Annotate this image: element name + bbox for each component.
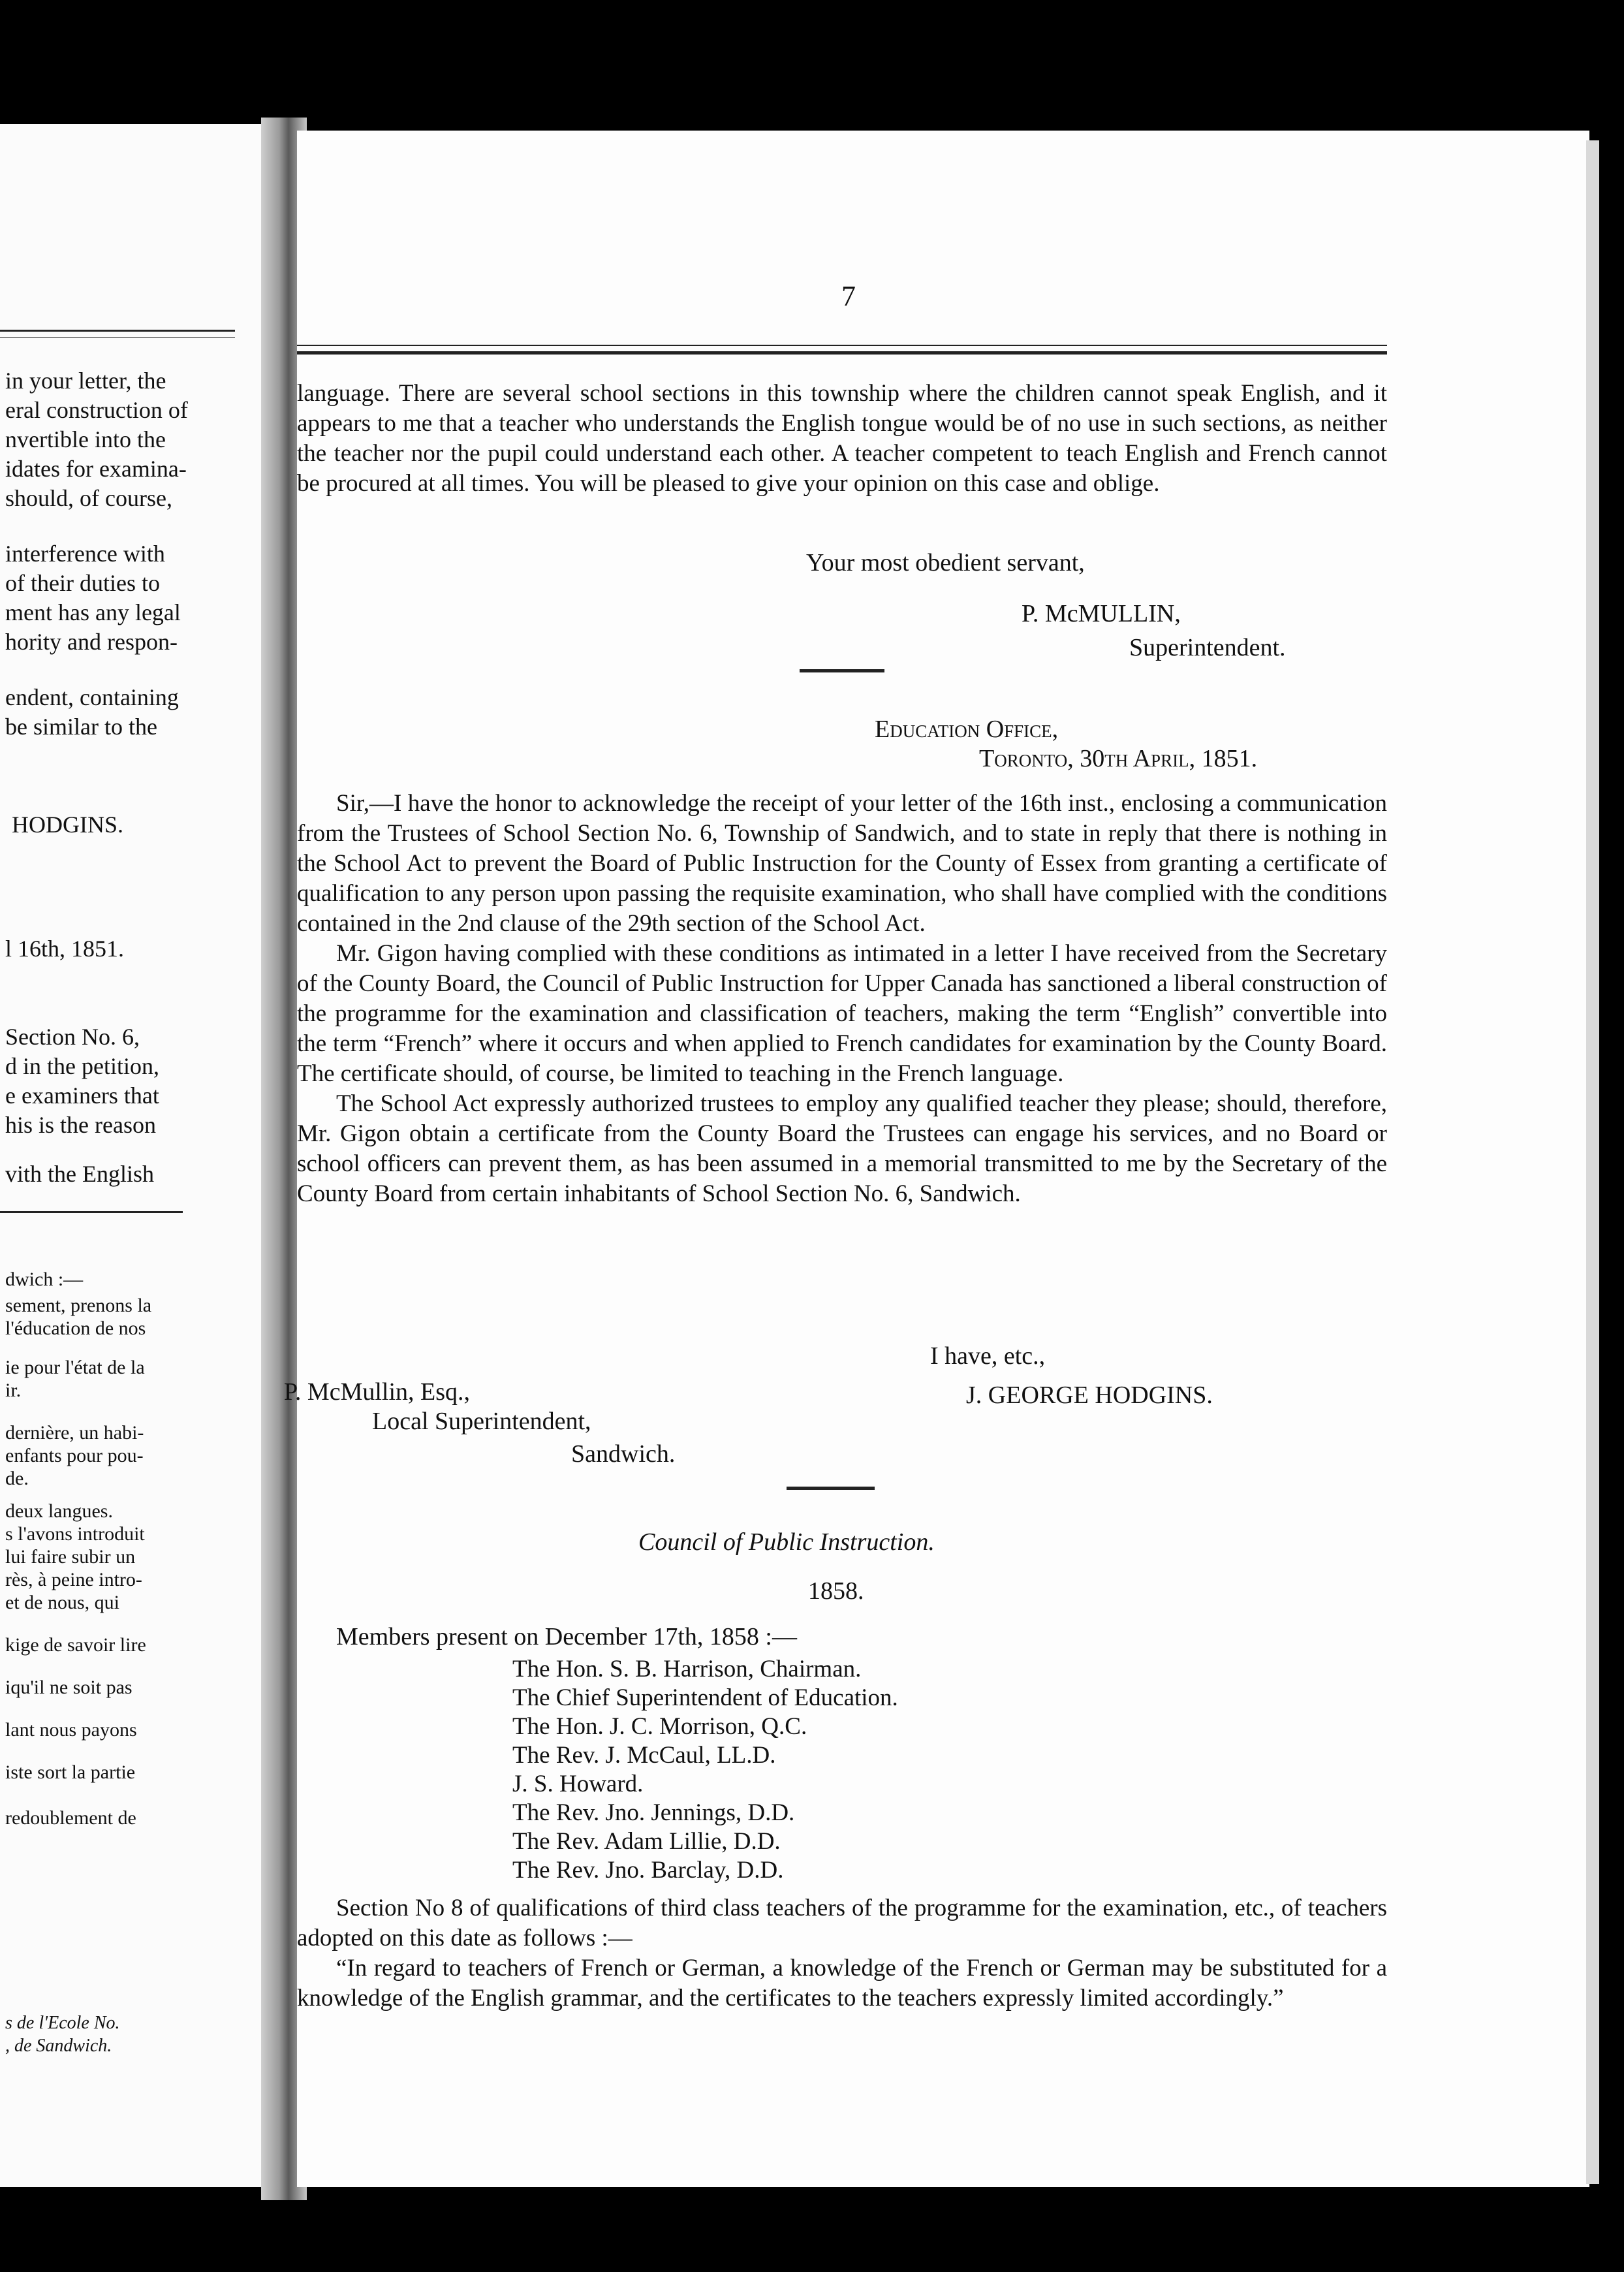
page-number: 7 [841,280,856,312]
left-text-line: interference with [5,541,165,567]
reply-paragraph-2: Mr. Gigon having complied with these conditions as intimated in a letter I have received from the Secretary of the County Board, the Council of Public Instruction for Upper Canada has sanctioned a liberal construction of the programme for the examination and classification of teachers, making the term “English” convertible into the term “French” where it occurs and when applied to French candidates for examination by the County Board. The certificate should, of course, be limited to teaching in the French language. [297,940,1387,1087]
left-text-line: hority and respon- [5,629,178,655]
left-french-line: kige de savoir lire [5,1634,146,1656]
member-item: The Rev. J. McCaul, LL.D. [512,1742,776,1769]
member-item: The Rev. Jno. Jennings, D.D. [512,1799,795,1826]
left-italic-line: s de l'Ecole No. [5,2013,120,2033]
left-text-line: should, of course, [5,485,172,511]
member-item: J. S. Howard. [512,1771,644,1797]
left-french-line: sement, prenons la [5,1295,152,1316]
member-item: The Hon. S. B. Harrison, Chairman. [512,1656,862,1682]
reply-place-date-text: Toronto, 30th April, 1851. [979,745,1258,772]
left-header-rule-2 [0,337,235,338]
left-french-line: l'éducation de nos [5,1317,146,1339]
reply-paragraph-3: The School Act expressly authorized trustees to employ any qualified teacher they please; should, therefore, Mr. Gigon obtain a certificate from the County Board the Trustees can engage his services, and no Board or school officers can prevent them, as has been assumed in a memorial transmitted to me by the Secretary of the County Board from certain inhabitants of School Section No. 6, Sandwich. [297,1090,1387,1207]
left-page-fragment [0,124,268,2187]
left-french-line: ie pour l'état de la [5,1357,145,1378]
council-body [297,1893,1387,2013]
member-item: The Hon. J. C. Morrison, Q.C. [512,1713,807,1740]
left-french-line: deux langues. [5,1500,113,1522]
left-text-line: Section No. 6, [5,1024,140,1050]
left-french-line: s l'avons introduit [5,1523,145,1545]
reply-office: Education Office, [875,716,1059,743]
reply-signer: J. GEORGE HODGINS. [966,1381,1213,1409]
member-item: The Rev. Jno. Barclay, D.D. [512,1857,784,1884]
quote-paragraph: “In regard to teachers of French or German, a knowledge of the French or German may be substituted for a knowledge of the English grammar, and the certificates to the teachers expressly limited accordingly.” [297,1955,1387,2012]
left-text-line: eral construction of [5,397,188,423]
member-item: The Chief Superintendent of Education. [512,1684,898,1711]
left-italic-line: , de Sandwich. [5,2036,112,2056]
left-french-line: lui faire subir un [5,1546,136,1568]
members-list [512,1655,898,1885]
separator-rule [787,1487,875,1490]
left-text-line: vith the English [5,1161,154,1187]
member-item: The Rev. Adam Lillie, D.D. [512,1828,781,1855]
left-french-line: iste sort la partie [5,1761,136,1783]
left-text-line: in your letter, the [5,368,166,394]
letter-paragraph: language. There are several school sections in this township where the children cannot speak English, and it appears to me that a teacher who understands the English tongue would be of no use in such sections, as neither the teacher nor the pupil could understand each other. A teacher competent to teach English and French cannot be procured at all times. You will be pleased to give your opinion on this case and oblige. [297,380,1387,497]
left-french-line: redoublement de [5,1807,136,1829]
section-paragraph: Section No 8 of qualifications of third class teachers of the programme for the examination, etc., of teachers adopted on this date as follows :— [297,1895,1387,1951]
reply-addressee-place: Sandwich. [571,1440,676,1468]
reply-paragraph-1: Sir,—I have the honor to acknowledge the receipt of your letter of the 16th inst., enclosing a communication from the Trustees of School Section No. 6, Township of Sandwich, and to state in reply that there is nothing in the School Act to prevent the Board of Public Instruction for the County of Essex from granting a certificate of qualification to any person upon passing the requisite examination, who shall have complied with the conditions contained in the 2nd clause of the 29th section of the School Act. [297,790,1387,937]
separator-rule [800,669,884,672]
letter-continuation [297,379,1387,499]
left-text-line: his is the reason [5,1112,156,1138]
council-year: 1858. [808,1577,864,1605]
left-french-line: dwich :— [5,1269,84,1290]
left-text-line: endent, containing [5,684,179,710]
left-french-line: de. [5,1468,29,1489]
left-french-line: ir. [5,1380,22,1401]
left-french-line: enfants pour pou- [5,1445,144,1466]
members-intro: Members present on December 17th, 1858 :— [336,1623,797,1650]
left-french-line: et de nous, qui [5,1592,119,1613]
left-text-line: HODGINS. [12,812,123,838]
left-french-line: dernière, un habi- [5,1422,144,1444]
left-text-line: nvertible into the [5,426,166,452]
left-french-line: lant nous payons [5,1719,137,1741]
left-section-rule [0,1211,183,1213]
letter-closing: Your most obedient servant, [806,549,1085,576]
left-text-line: ment has any legal [5,599,181,625]
reply-closing: I have, etc., [930,1342,1046,1370]
header-rule-thick [297,351,1387,355]
left-text-line: l 16th, 1851. [5,936,125,962]
left-text-line: e examiners that [5,1082,159,1109]
page-edge [1586,140,1599,2184]
reply-place-date [979,744,1257,773]
left-text-line: d in the petition, [5,1053,159,1079]
letter-signer-title: Superintendent. [1129,634,1286,661]
left-header-rule [0,330,235,332]
letter-signer-name: P. McMULLIN, [1022,600,1181,627]
reply-addressee-name: P. McMullin, Esq., [284,1378,471,1406]
left-text-line: of their duties to [5,570,160,596]
left-text-line: idates for examina- [5,456,187,482]
header-rule [297,345,1387,346]
reply-addressee-title: Local Superintendent, [372,1408,591,1435]
left-french-line: rès, à peine intro- [5,1569,142,1590]
left-french-line: iqu'il ne soit pas [5,1677,133,1698]
left-text-line: be similar to the [5,714,157,740]
reply-body [297,789,1387,1209]
council-heading: Council of Public Instruction. [638,1528,935,1556]
